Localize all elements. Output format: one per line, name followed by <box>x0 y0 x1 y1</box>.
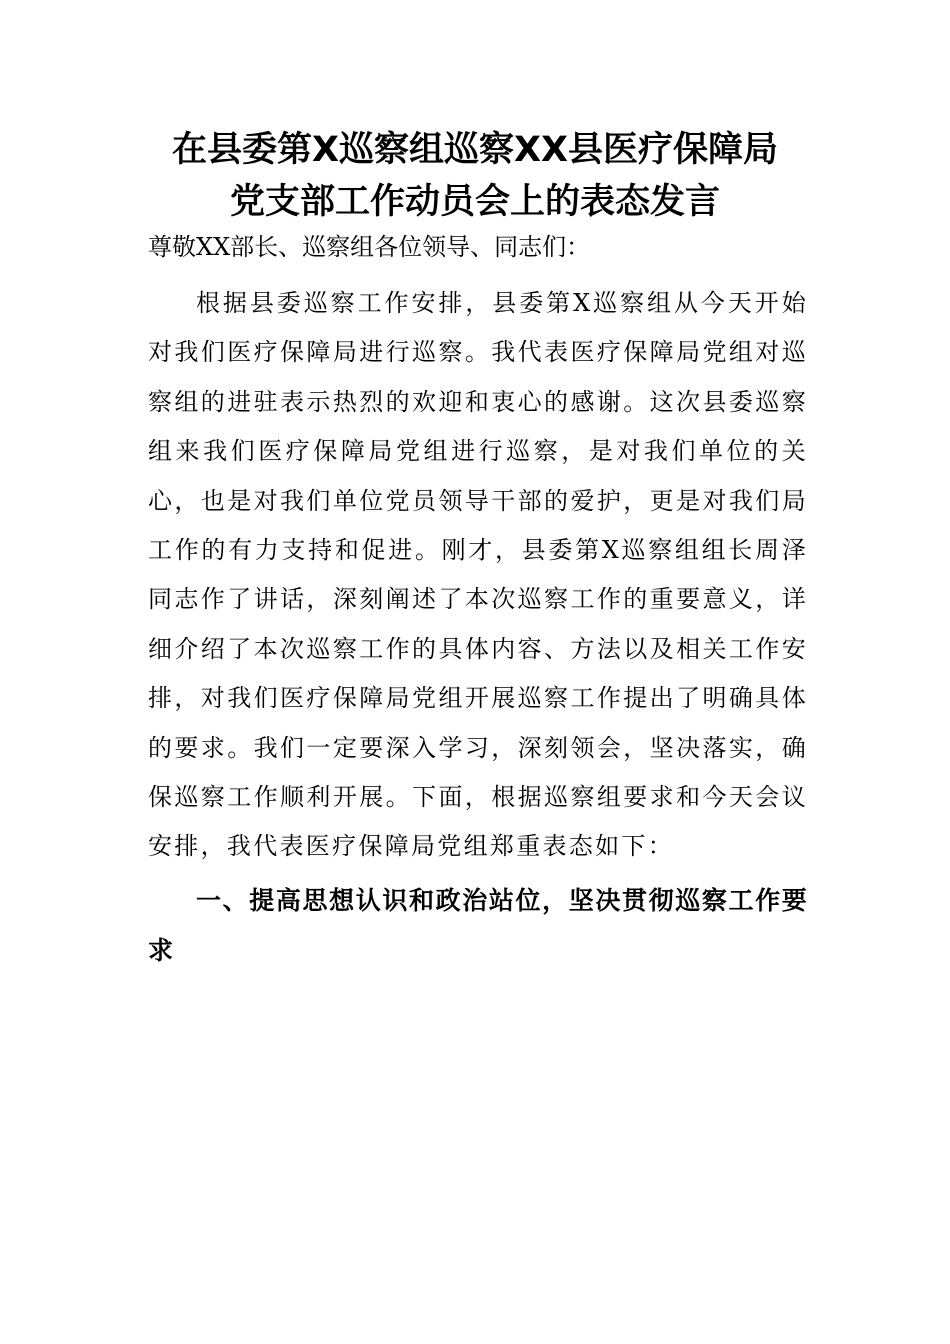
body-paragraph-1: 根据县委巡察工作安排，县委第X巡察组从今天开始对我们医疗保障局进行巡察。我代表医疗保障局党组对巡察组的进驻表示热烈的欢迎和衷心的感谢。这次县委巡察组来我们医疗保障局党组进行巡察，是对我们单位的关心，也是对我们单位党员领导干部的爱护，更是对我们局工作的有力支持和促进。刚才，县委第X巡察组组长周泽同志作了讲话，深刻阐述了本次巡察工作的重要意义，详细介绍了本次巡察工作的具体内容、方法以及相关工作安排，对我们医疗保障局党组开展巡察工作提出了明确具体的要求。我们一定要深入学习，深刻领会，坚决落实，确保巡察工作顺利开展。下面，根据巡察组要求和今天会议安排，我代表医疗保障局党组郑重表态如下： <box>148 289 808 861</box>
section-heading-1: 一、提高思想认识和政治站位，坚决贯彻巡察工作要求 <box>148 886 808 965</box>
salutation: 尊敬XX部长、巡察组各位领导、同志们： <box>148 233 591 261</box>
document-title-line-2: 党支部工作动员会上的表态发言 <box>229 182 720 222</box>
document-title-line-1: 在县委第X巡察组巡察XX县医疗保障局 <box>172 130 778 170</box>
